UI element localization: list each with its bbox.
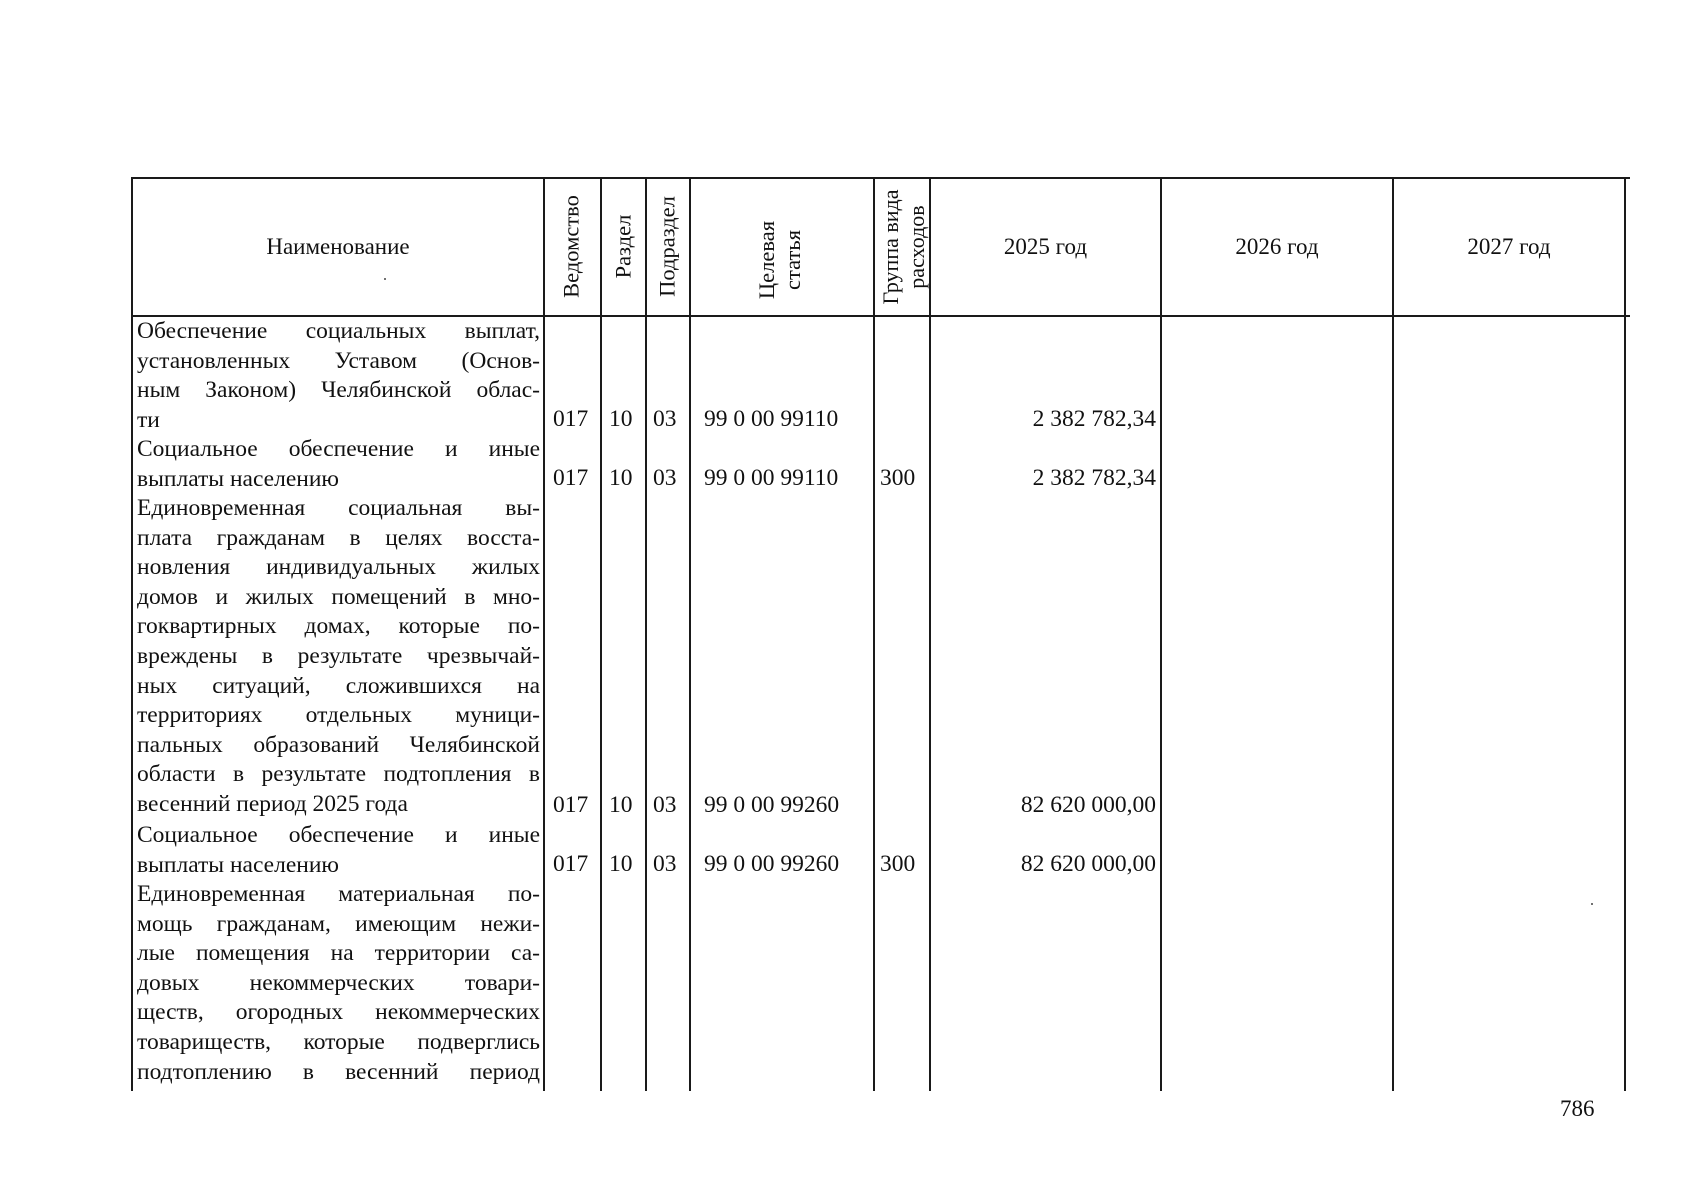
header-expense-group (878, 178, 930, 316)
header-name: Наименование (266, 234, 410, 259)
col-border-target (873, 177, 875, 1091)
page-number: 786 (1560, 1096, 1595, 1121)
header-group-line1: Группа вида (878, 189, 903, 305)
col-border-right (1624, 177, 1626, 1091)
table-row-1-section: 10 (609, 465, 633, 491)
table-row-2-2025: 82 620 000,00 (1020, 792, 1156, 818)
table-row-2-section: 10 (609, 792, 633, 818)
scan-speck (1591, 903, 1593, 905)
table-row-3-name: Социальное обеспечение и иные выплаты населению (137, 822, 540, 878)
table-row-0-name: Обеспечение социальных выплат, установленных Уставом (Основ- ным Законом) Челябинской облас- ти (137, 318, 540, 433)
header-target-article (754, 193, 806, 327)
header-target-line2: статья (780, 230, 805, 290)
header-2027: 2027 год (1467, 234, 1551, 259)
header-2025: 2025 год (1003, 234, 1088, 259)
table-row-4-name: Единовременная материальная по- мощь гражданам, имеющим нежи- лые помещения на территории са- довых некоммерческих товари- ществ, огородных некоммерческих товариществ, которые подверглись подтоплению в весенний период (137, 881, 540, 1085)
table-row-3-subsection: 03 (653, 851, 677, 877)
table-row-0-target: 99 0 00 99110 (704, 406, 839, 432)
table-row-0-section: 10 (609, 406, 633, 432)
table-row-3-target: 99 0 00 99260 (704, 851, 840, 877)
col-border-subsection (689, 177, 691, 1091)
table-row-0-department: 017 (553, 406, 589, 432)
table-row-0-subsection: 03 (653, 406, 677, 432)
table-row-1-name: Социальное обеспечение и иные выплаты населению (137, 436, 540, 492)
table-row-2-subsection: 03 (653, 792, 677, 818)
col-border-department (600, 177, 602, 1091)
table-row-1-target: 99 0 00 99110 (704, 465, 839, 491)
scan-speck (384, 278, 386, 280)
table-row-3-department: 017 (553, 851, 589, 877)
table-row-1-2025: 2 382 782,34 (1032, 465, 1156, 491)
table-row-3-group: 300 (880, 851, 916, 877)
header-group-line2: расходов (904, 205, 929, 289)
table-row-2-target: 99 0 00 99260 (704, 792, 840, 818)
col-border-section (645, 177, 647, 1091)
table-row-1-group: 300 (880, 465, 916, 491)
header-section: Раздел (610, 214, 636, 279)
table-row-2-name: Единовременная социальная вы- плата гражданам в целях восста- новления индивидуальных жилых домов и жилых помещений в мно- гоквартирных домах, которые по- вреждены в результате чрезвычай- ных ситуаций, сложившихся на территориях отдельных муници- пальных образований Челябинской области в результате подтопления в весенний период 2025 года (137, 495, 540, 817)
table-row-0-2025: 2 382 782,34 (1032, 406, 1156, 432)
header-subsection: Подраздел (654, 196, 680, 297)
header-department: Ведомство (558, 195, 584, 298)
header-2026: 2026 год (1235, 234, 1319, 259)
table-row-3-2025: 82 620 000,00 (1020, 851, 1156, 877)
table-row-2-department: 017 (553, 792, 589, 818)
header-target-line1: Целевая (754, 220, 779, 300)
table-row-1-subsection: 03 (653, 465, 677, 491)
col-border-name (543, 177, 545, 1091)
table-row-3-section: 10 (609, 851, 633, 877)
table-row-1-department: 017 (553, 465, 589, 491)
